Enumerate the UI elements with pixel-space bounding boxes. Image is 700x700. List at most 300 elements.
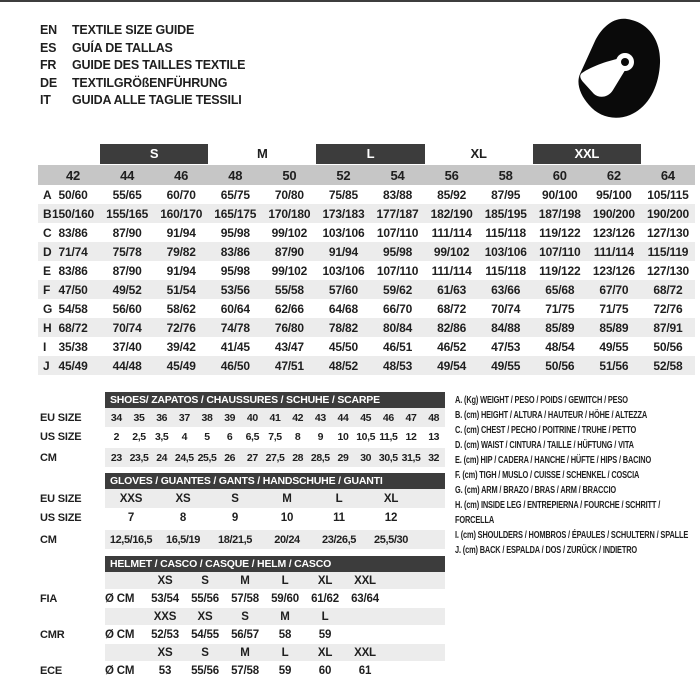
guide-title: GUIDA ALLE TAGLIE TESSILI [72,93,242,107]
table-row [38,242,695,261]
gloves-cm-row [40,530,445,549]
glove-size-cell: XS [175,492,191,505]
section-title-helmet: HELMET / CASCO / CASQUE / HELM / CASCO [105,556,445,572]
top-border-divider [0,0,700,2]
language-row [40,75,245,93]
size-value-cell: 59/62 [383,282,413,297]
size-value-cell: 72/76 [166,320,196,335]
size-group-s: S [100,144,208,164]
gloves-size-section [40,473,445,549]
size-value-cell: 107/110 [376,225,419,240]
legend-item: E. (cm) HIP / CADERA / HANCHE / HÜFTE / HIPS / BACINO [455,455,652,466]
shoe-size-cell: 34 [110,411,122,424]
size-value-cell: 155/165 [106,206,149,221]
size-value-cell: 170/180 [268,206,311,221]
size-group-m: M [257,146,268,161]
helmet-size-cell: 54/55 [191,628,219,641]
size-value-cell: 50/60 [58,187,88,202]
helmet-size-cell: 52/53 [151,628,179,641]
size-value-cell: 71/75 [545,301,575,316]
helmet-size-cell: 53 [158,664,172,677]
size-value-cell: 177/187 [376,206,419,221]
helmet-size-cell: 57/58 [231,592,259,605]
textile-size-table [38,143,695,375]
size-value-cell: 68/72 [58,320,88,335]
legend-item: B. (cm) HEIGHT / ALTURA / HAUTEUR / HÖHE / ALTEZZA [455,410,648,421]
size-value-cell: 99/102 [271,225,308,240]
size-value-cell: 58/62 [166,301,196,316]
glove-size-cell: 20/24 [274,533,300,546]
guide-title: GUÍA DE TALLAS [72,40,173,55]
helmet-values-row-fia [40,589,445,608]
shoe-size-cell: 9 [317,430,324,443]
shoe-size-cell: 4 [181,430,188,443]
helmet-size-cell: 55/56 [191,592,219,605]
legend-item: D. (cm) WAIST / CINTURA / TAILLE / HÜFTUNG / VITA [455,440,634,451]
gloves-eu-row [40,489,445,508]
size-value-cell: 39/42 [166,339,196,354]
size-value-cell: 87/90 [112,263,142,278]
size-value-cell: 55/65 [112,187,142,202]
legend-item: F. (cm) TIGH / MUSLO / CUISSE / SCHENKEL / COSCIA [455,470,640,481]
size-value-cell: 56/60 [112,301,142,316]
size-value-cell: 91/94 [166,263,196,278]
size-value-cell: 190/200 [646,206,689,221]
shoes-cm-row [40,448,445,467]
table-row [38,280,695,299]
glove-size-cell: 12,5/16,5 [109,533,153,546]
size-number: 48 [228,167,243,183]
shoe-size-cell: 25,5 [197,451,217,464]
section-title-gloves: GLOVES / GUANTES / GANTS / HANDSCHUHE / GUANTI [105,473,445,489]
size-value-cell: 119/122 [539,225,581,240]
legend-item: J. (cm) BACK / ESPALDA / DOS / ZURÜCK / INDIETRO [455,545,638,556]
glove-size-cell: L [335,492,343,505]
size-value-cell: 95/98 [220,225,250,240]
language-code: IT [40,93,51,107]
shoe-size-cell: 26 [224,451,236,464]
size-value-cell: 70/74 [112,320,142,335]
size-value-cell: 85/89 [599,320,629,335]
size-value-cell: 165/175 [214,206,257,221]
helmet-size-label: M [280,610,290,623]
row-label-cm: CM [40,533,57,546]
size-value-cell: 60/70 [166,187,196,202]
helmet-size-cell: 59 [318,628,332,641]
size-value-cell: 37/40 [112,339,142,354]
size-value-cell: 47/53 [491,339,521,354]
size-value-cell: 150/160 [52,206,95,221]
shoe-size-cell: 32 [428,451,440,464]
table-row [38,204,695,223]
helmet-size-cell: 60 [318,664,332,677]
shoe-size-cell: 27,5 [265,451,285,464]
size-group-row [38,143,695,165]
size-value-cell: 47/51 [274,358,304,373]
size-value-cell: 57/60 [328,282,358,297]
shoes-eu-row [40,408,445,427]
shoe-size-cell: 24,5 [174,451,194,464]
shoe-size-cell: 37 [178,411,190,424]
helmet-size-cell: 58 [278,628,292,641]
row-letter: I [43,339,47,354]
gloves-us-row [40,508,445,527]
diameter-unit: Ø CM [105,628,135,641]
size-value-cell: 83/86 [220,244,250,259]
helmet-size-label: S [201,646,209,659]
helmet-sizes-row-cmr [40,608,445,625]
size-value-cell: 46/52 [437,339,467,354]
size-value-cell: 190/200 [592,206,635,221]
shoe-size-cell: 39 [224,411,236,424]
glove-size-cell: 25,5/30 [374,533,408,546]
size-value-cell: 55/58 [274,282,304,297]
shoe-size-cell: 23,5 [129,451,149,464]
size-value-cell: 48/52 [328,358,358,373]
row-letter: J [43,358,50,373]
helmet-values-row-ece [40,661,445,680]
size-value-cell: 95/98 [383,244,413,259]
table-row [38,223,695,242]
size-value-cell: 82/86 [437,320,467,335]
row-letter: E [43,263,51,278]
size-value-cell: 84/88 [491,320,521,335]
size-value-cell: 49/54 [437,358,467,373]
language-row [40,92,245,110]
glove-size-cell: XXS [119,492,143,505]
table-row [38,356,695,375]
glove-size-cell: S [231,492,239,505]
helmet-size-label: S [241,610,249,623]
glove-size-cell: M [282,492,292,505]
shoe-size-cell: 2,5 [132,430,146,443]
size-value-cell: 111/114 [593,244,634,259]
size-number: 62 [606,167,621,183]
size-value-cell: 91/94 [328,244,358,259]
size-value-cell: 87/91 [653,320,683,335]
size-value-cell: 76/80 [274,320,304,335]
shoe-size-cell: 28,5 [310,451,330,464]
size-value-cell: 83/86 [58,263,88,278]
shoe-size-cell: 43 [314,411,326,424]
helmet-sizes-row-fia [40,572,445,589]
size-value-cell: 49/55 [599,339,629,354]
shoe-size-cell: 2 [113,430,120,443]
legend-item: G. (cm) ARM / BRAZO / BRAS / ARM / BRACCIO [455,485,616,496]
shoe-size-cell: 35 [133,411,145,424]
size-value-cell: 70/80 [274,187,304,202]
table-row [38,337,695,356]
size-value-cell: 115/118 [485,225,527,240]
size-value-cell: 68/72 [437,301,467,316]
shoe-size-cell: 31,5 [401,451,421,464]
language-code: ES [40,40,57,55]
helmet-size-label: L [321,610,329,623]
size-value-cell: 43/47 [274,339,304,354]
size-value-cell: 103/106 [322,225,365,240]
shoe-size-cell: 29 [337,451,349,464]
size-number-row [38,165,695,185]
size-value-cell: 67/70 [599,282,629,297]
section-title-shoes: SHOES/ ZAPATOS / CHAUSSURES / SCHUHE / SCARPE [105,392,445,408]
legend-item: I. (cm) SHOULDERS / HOMBROS / ÉPAULES / SCHULTERN / SPALLE [455,530,689,541]
helmet-size-cell: 59 [278,664,292,677]
size-value-cell: 65/75 [220,187,250,202]
shoe-size-cell: 36 [156,411,168,424]
row-label-us-size: US SIZE [40,511,82,524]
size-number: 58 [498,167,513,183]
size-value-cell: 115/118 [485,263,527,278]
size-value-cell: 66/70 [383,301,413,316]
shoe-size-cell: 5 [204,430,210,443]
size-value-cell: 65/68 [545,282,575,297]
row-letter: G [43,301,53,316]
size-value-cell: 49/52 [112,282,142,297]
helmet-size-label: XS [197,610,213,623]
standard-label-fia: FIA [40,592,58,605]
size-value-cell: 44/48 [112,358,142,373]
row-label-eu-size: EU SIZE [40,411,82,424]
glove-size-cell: 11 [333,511,345,524]
size-value-cell: 45/49 [166,358,196,373]
size-value-cell: 111/114 [431,225,472,240]
size-value-cell: 63/66 [491,282,521,297]
row-letter: B [43,206,52,221]
size-value-cell: 49/55 [491,358,521,373]
size-value-cell: 87/90 [112,225,142,240]
helmet-values-row-cmr [40,625,445,644]
shoe-size-cell: 45 [360,411,372,424]
shoe-size-cell: 6,5 [245,430,260,443]
helmet-size-cell: 61/62 [311,592,339,605]
size-number: 44 [120,167,135,183]
glove-size-cell: 16,5/19 [166,533,200,546]
size-value-cell: 64/68 [328,301,358,316]
size-value-cell: 95/100 [596,187,632,202]
shoe-size-cell: 24 [156,451,168,464]
size-value-cell: 78/82 [328,320,358,335]
glove-size-cell: 23/26,5 [322,533,356,546]
shoe-size-cell: 30,5 [378,451,398,464]
row-label-eu-size: EU SIZE [40,492,82,505]
size-value-cell: 72/76 [653,301,683,316]
helmet-size-label: XL [317,574,333,587]
size-value-cell: 61/63 [437,282,467,297]
size-value-cell: 103/106 [484,244,527,259]
standard-label-cmr: CMR [40,628,65,641]
row-letter: F [43,282,51,297]
shoe-size-cell: 30 [360,451,372,464]
helmet-size-label: XXL [354,646,376,659]
size-value-cell: 51/54 [166,282,196,297]
shoes-us-row [40,427,445,446]
size-value-cell: 70/74 [491,301,521,316]
size-value-cell: 71/75 [599,301,629,316]
size-value-cell: 51/56 [599,358,629,373]
racing-helmet-icon [570,16,662,122]
size-value-cell: 182/190 [430,206,473,221]
row-letter: H [43,320,52,335]
size-value-cell: 99/102 [433,244,470,259]
shoe-size-cell: 11,5 [379,430,398,443]
size-value-cell: 45/50 [328,339,358,354]
size-value-cell: 75/78 [112,244,142,259]
shoes-size-section [40,392,445,467]
helmet-size-label: XXL [354,574,376,587]
size-value-cell: 50/56 [545,358,575,373]
glove-size-cell: 7 [127,511,135,524]
size-value-cell: 85/92 [437,187,467,202]
size-value-cell: 85/89 [545,320,575,335]
helmet-size-cell: 59/60 [271,592,299,605]
glove-size-cell: 18/21,5 [218,533,252,546]
size-number: 46 [174,167,189,183]
glove-size-cell: 8 [179,511,187,524]
size-value-cell: 115/119 [647,244,689,259]
size-number: 56 [444,167,459,183]
helmet-size-label: L [281,574,289,587]
size-value-cell: 48/53 [383,358,413,373]
guide-title: GUIDE DES TAILLES TEXTILE [72,58,246,72]
measurement-legend [455,393,700,558]
size-value-cell: 53/56 [220,282,250,297]
size-group-xxl: XXL [533,144,641,164]
size-value-cell: 71/74 [58,244,88,259]
row-label-us-size: US SIZE [40,430,82,443]
size-value-cell: 68/72 [653,282,683,297]
shoe-size-cell: 44 [337,411,349,424]
table-row [38,261,695,280]
size-value-cell: 119/122 [539,263,581,278]
helmet-size-cell: 55/56 [191,664,219,677]
shoe-size-cell: 6 [226,430,233,443]
size-value-cell: 123/126 [592,263,635,278]
helmet-sizes-row-ece [40,644,445,661]
size-value-cell: 74/78 [220,320,250,335]
size-number: 60 [552,167,567,183]
helmet-size-cell: 53/54 [151,592,179,605]
size-value-cell: 91/94 [166,225,196,240]
helmet-size-label: L [281,646,289,659]
shoe-size-cell: 13 [428,430,440,443]
diameter-unit: Ø CM [105,664,135,677]
size-value-cell: 62/66 [274,301,304,316]
language-title-list [40,22,245,110]
helmet-size-cell: 57/58 [231,664,259,677]
size-value-cell: 46/51 [383,339,413,354]
size-value-cell: 83/86 [58,225,88,240]
size-value-cell: 45/49 [58,358,88,373]
language-code: DE [40,75,57,90]
size-value-cell: 83/88 [383,187,413,202]
helmet-size-cell: 61 [358,664,372,677]
shoe-size-cell: 23 [110,451,122,464]
language-row [40,22,245,40]
helmet-size-label: XS [157,574,173,587]
guide-title: TEXTILGRÖßENFÜHRUNG [72,75,228,90]
size-value-cell: 107/110 [539,244,581,259]
shoe-size-cell: 38 [201,411,213,424]
size-value-cell: 185/195 [484,206,527,221]
shoe-size-cell: 40 [246,411,258,424]
legend-item: C. (cm) CHEST / PECHO / POITRINE / TRUHE / PETTO [455,425,637,436]
size-number: 42 [66,167,81,183]
size-value-cell: 127/130 [646,263,689,278]
standard-label-ece: ECE [40,664,63,677]
helmet-size-label: M [240,574,250,587]
helmet-size-label: XXS [153,610,177,623]
size-value-cell: 47/50 [58,282,88,297]
size-value-cell: 95/98 [220,263,250,278]
size-value-cell: 48/54 [545,339,575,354]
table-row [38,318,695,337]
size-value-cell: 103/106 [322,263,365,278]
size-value-cell: 50/56 [653,339,683,354]
language-row [40,57,245,75]
row-label-cm: CM [40,451,57,464]
helmet-size-label: M [240,646,250,659]
helmet-size-label: XS [157,646,173,659]
size-number: 50 [282,167,297,183]
size-group-xl: XL [470,146,487,161]
size-group-l: L [316,144,424,164]
diameter-unit: Ø CM [105,592,135,605]
shoe-size-cell: 8 [294,430,301,443]
size-value-cell: 127/130 [646,225,689,240]
size-value-cell: 173/183 [322,206,365,221]
size-value-cell: 52/58 [653,358,683,373]
guide-title: TEXTILE SIZE GUIDE [72,23,195,37]
size-value-cell: 90/100 [542,187,578,202]
shoe-size-cell: 28 [292,451,304,464]
table-row [38,185,695,204]
glove-size-cell: 9 [231,511,239,524]
legend-item: H. (cm) INSIDE LEG / ENTREPIERNA / FOURCHE / SCHRITT / FORCELLA [455,500,661,526]
size-number: 54 [390,167,405,183]
size-value-cell: 111/114 [431,263,472,278]
size-value-cell: 187/198 [538,206,581,221]
shoe-size-cell: 10 [337,430,349,443]
size-value-cell: 99/102 [271,263,308,278]
size-value-cell: 123/126 [592,225,635,240]
shoe-size-cell: 41 [269,411,281,424]
size-value-cell: 35/38 [58,339,88,354]
helmet-size-section [40,556,445,680]
helmet-size-label: S [201,574,209,587]
size-value-cell: 79/82 [166,244,196,259]
shoe-size-cell: 12 [405,430,417,443]
shoe-size-cell: 48 [428,411,440,424]
size-value-cell: 60/64 [220,301,250,316]
shoe-size-cell: 3,5 [154,430,169,443]
size-value-cell: 87/95 [491,187,521,202]
size-value-cell: 107/110 [376,263,419,278]
size-number: 52 [336,167,351,183]
shoe-size-cell: 46 [382,411,394,424]
row-letter: D [43,244,52,259]
glove-size-cell: 12 [384,511,398,524]
language-row [40,40,245,58]
legend-item: A. (Kg) WEIGHT / PESO / POIDS / GEWITCH / PESO [455,395,628,406]
size-value-cell: 75/85 [328,187,358,202]
helmet-size-cell: 56/57 [231,628,259,641]
glove-size-cell: XL [383,492,399,505]
size-value-cell: 54/58 [58,301,88,316]
language-code: FR [40,58,57,72]
size-value-cell: 80/84 [383,320,413,335]
size-value-cell: 105/115 [647,187,689,202]
glove-size-cell: 10 [280,511,294,524]
